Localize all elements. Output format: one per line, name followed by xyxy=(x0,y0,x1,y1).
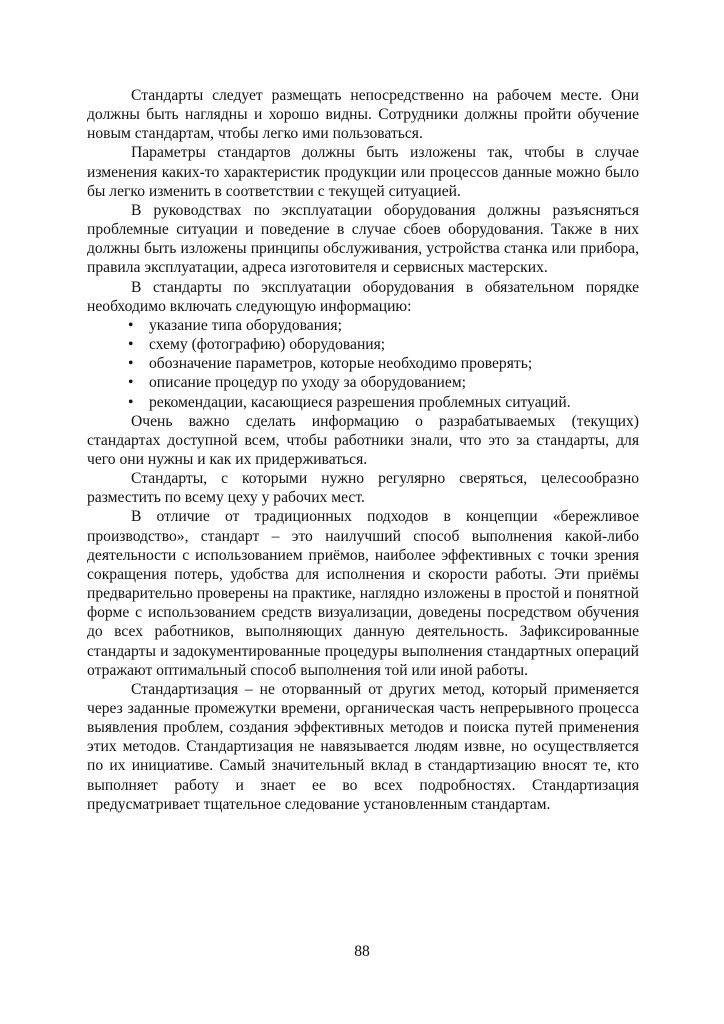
paragraph-accessibility: Очень важно сделать информацию о разрабатываемых (текущих) стандартах доступной всем, чтобы работники знали, что это за стандарты, для чего они нужны и как их придерживаться. xyxy=(87,412,639,468)
bullet-icon: • xyxy=(128,374,134,392)
list-item-text: обозначение параметров, которые необходимо проверять; xyxy=(149,355,533,373)
bullet-icon: • xyxy=(128,336,134,354)
paragraph-manuals: В руководствах по эксплуатации оборудования должны разъясняться проблемные ситуации и поведение в случае сбоев оборудования. Также в них должны быть изложены принципы обслуживания, устройства станка или прибора, правила эксплуатации, адреса изготовителя и сервисных мастерских. xyxy=(87,201,639,277)
paragraph-standardization: Стандартизация – не оторванный от других метод, который применяется через заданные промежутки времени, органическая часть непрерывного процесса выявления проблем, создания эффективных методов и поиска путей применения этих методов. Стандартизация не навязывается людям извне, но осуществляется по их инициативе. Самый значительный вклад в стандартизацию вносят те, кто выполняет работу и знает ее во всех подробностях. Стандартизация предусматривает тщательное следование установленным стандартам. xyxy=(87,680,639,813)
page-number: 88 xyxy=(354,943,370,960)
list-item xyxy=(87,316,639,335)
list-item xyxy=(87,335,639,354)
paragraph-lean-standard: В отличие от традиционных подходов в концепции «бережливое производство», стандарт – это наилучший способ выполнения какой-либо деятельности с использованием приёмов, наиболее эффективных с точки зрения сокращения потерь, удобства для исполнения и скорости работы. Эти приёмы предварительно проверены на практике, наглядно изложены в простой и понятной форме с использованием средств визуализации, доведены посредством обучения до всех работников, выполняющих данную деятельность. Зафиксированные стандарты и задокументированные процедуры выполнения стандартных операций отражают оптимальный способ выполнения той или иной работы. xyxy=(87,508,639,679)
list-item xyxy=(87,373,639,392)
bullet-icon: • xyxy=(128,355,134,373)
required-info-list xyxy=(87,316,639,412)
paragraph-parameters: Параметры стандартов должны быть изложены так, чтобы в случае изменения каких-то характеристик продукции или процессов данные можно было бы легко изменить в соответствии с текущей ситуацией. xyxy=(87,144,639,200)
list-item xyxy=(87,354,639,373)
paragraph-workplace-placement: Стандарты, с которыми нужно регулярно сверяться, целесообразно разместить по всему цеху у рабочих мест. xyxy=(87,470,639,507)
page-body xyxy=(87,86,639,814)
list-item-text: указание типа оборудования; xyxy=(149,316,342,334)
list-item-text: схему (фотографию) оборудования; xyxy=(149,336,386,354)
list-item-text: рекомендации, касающиеся разрешения проблемных ситуаций. xyxy=(149,393,571,411)
paragraph-placement: Стандарты следует размещать непосредственно на рабочем месте. Они должны быть наглядны и хорошо видны. Сотрудники должны пройти обучение новым стандартам, чтобы легко ими пользоваться. xyxy=(87,87,639,143)
paragraph-required-info: В стандарты по эксплуатации оборудования в обязательном порядке необходимо включать следующую информацию: xyxy=(87,278,639,315)
bullet-icon: • xyxy=(128,393,134,411)
list-item-text: описание процедур по уходу за оборудованием; xyxy=(149,374,467,392)
list-item xyxy=(87,393,639,412)
bullet-icon: • xyxy=(128,316,134,334)
